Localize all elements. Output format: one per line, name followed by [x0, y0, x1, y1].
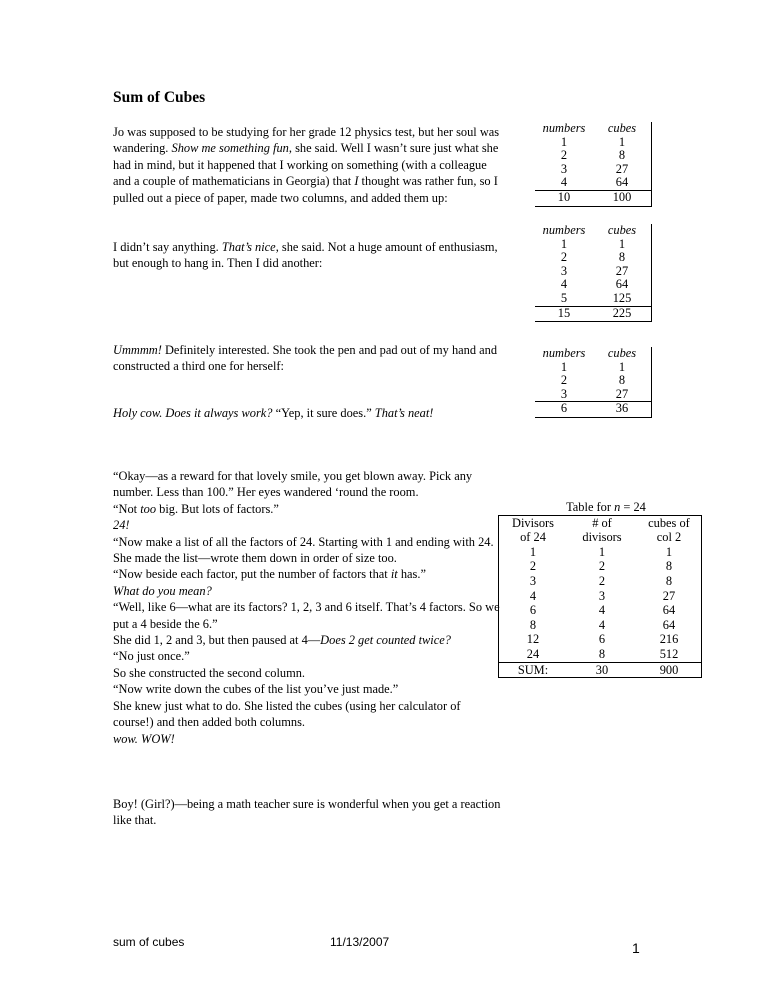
table-total-row: 6 36: [535, 402, 652, 418]
dialogue-line: She did 1, 2 and 3, but then paused at 4—Does 2 get counted twice?: [113, 633, 451, 648]
table-row: 3 27: [560, 161, 629, 176]
dialogue-line: She knew just what to do. She listed the cubes (using her calculator of course!) and then added both columns.: [113, 698, 461, 730]
fourth-paragraph: Holy cow. Does it always work? “Yep, it sure does.” That’s neat!: [113, 406, 434, 420]
dialogue-line: 24!: [113, 518, 130, 533]
sum-table-3: [535, 347, 652, 418]
header-numbers: numbers: [542, 121, 586, 135]
dialogue-line: She made the list—wrote them down in order of size too.: [113, 551, 397, 566]
table-row: 1 1: [560, 134, 626, 149]
divisor-table-caption: Table for n = 24: [566, 500, 646, 514]
table-row: 3 27: [560, 386, 629, 401]
table-row: 6 4 64: [529, 603, 676, 618]
intro-paragraph: Jo was supposed to be studying for her grade 12 physics test, but her soul was wandering. Show me something fun, she said. Well I wasn’t sure just what she had in mind, but it happened that I working on something (with a colleague and a couple of mathematicians in Georgia) that I thought was rather fun, so I pulled out a piece of paper, made two columns, and added them up:: [113, 125, 500, 205]
table-row: 4 3 27: [529, 588, 676, 603]
header-cubes-col2: cubes of col 2: [648, 515, 690, 545]
header-divisors: Divisors of 24: [512, 515, 554, 545]
dialogue-line: “Okay—as a reward for that lovely smile, you get blown away. Pick any number. Less than 100.” Her eyes wandered ‘round the room.: [113, 469, 473, 500]
divisor-table: [498, 500, 702, 678]
table-row: 2 8: [560, 373, 626, 388]
table-sum-row: SUM: 30 900: [499, 662, 702, 678]
table-row: 8 4 64: [529, 617, 676, 632]
table-row: 4 64: [560, 277, 629, 292]
dialogue-line: “Now make a list of all the factors of 24. Starting with 1 and ending with 24.: [113, 534, 494, 549]
footer-title: sum of cubes: [113, 935, 185, 949]
page-number: 1: [632, 940, 640, 956]
sum-table-2: [535, 224, 652, 322]
table-row: 5 125: [560, 290, 632, 305]
dialogue-line: “Not too big. But lots of factors.”: [113, 501, 279, 516]
dialogue-line: wow. WOW!: [113, 731, 175, 746]
dialogue-line: “Now write down the cubes of the list you’ve just made.”: [113, 682, 399, 697]
header-cubes: cubes: [607, 121, 637, 135]
table-row: 2 2 8: [529, 559, 673, 574]
table-row: 1 1 1: [529, 544, 673, 559]
table-total-row: 10 100: [535, 190, 652, 206]
table-row: 2 8: [560, 250, 626, 265]
table-row: 12 6 216: [526, 632, 679, 647]
dialogue-block: [113, 468, 503, 747]
dialogue-line: What do you mean?: [113, 583, 212, 598]
header-cubes: cubes: [607, 223, 637, 237]
dialogue-line: “No just once.”: [113, 649, 190, 664]
table-total-row: 15 225: [535, 306, 652, 322]
header-num-divisors: # of divisors: [582, 515, 622, 545]
dialogue-line: “Now beside each factor, put the number of factors that it has.”: [113, 567, 426, 582]
dialogue-line: “Well, like 6—what are its factors? 1, 2, 3 and 6 itself. That’s 4 factors. So we put a 4 beside the 6.”: [113, 600, 500, 631]
sum-table-1: [535, 122, 652, 207]
table-row: 24 8 512: [526, 646, 679, 661]
header-numbers: numbers: [542, 346, 586, 360]
dialogue-line: So she constructed the second column.: [113, 665, 306, 680]
table-row: 3 27: [560, 263, 629, 278]
table-row: 3 2 8: [529, 573, 673, 588]
header-numbers: numbers: [542, 223, 586, 237]
third-paragraph: Ummmm! Definitely interested. She took the pen and pad out of my hand and constructed a third one for herself:: [113, 343, 498, 374]
header-cubes: cubes: [607, 346, 637, 360]
closing-paragraph: Boy! (Girl?)—being a math teacher sure is wonderful when you get a reaction like that.: [113, 797, 501, 828]
table-row: 2 8: [560, 148, 626, 163]
table-row: 1 1: [560, 236, 626, 251]
second-paragraph: I didn’t say anything. That’s nice, she said. Not a huge amount of enthusiasm, but enough to hang in. Then I did another:: [113, 240, 498, 271]
page-title: Sum of Cubes: [113, 89, 206, 106]
table-row: 1 1: [560, 359, 626, 374]
table-row: 4 64: [560, 175, 629, 190]
footer-date: 11/13/2007: [330, 935, 390, 949]
